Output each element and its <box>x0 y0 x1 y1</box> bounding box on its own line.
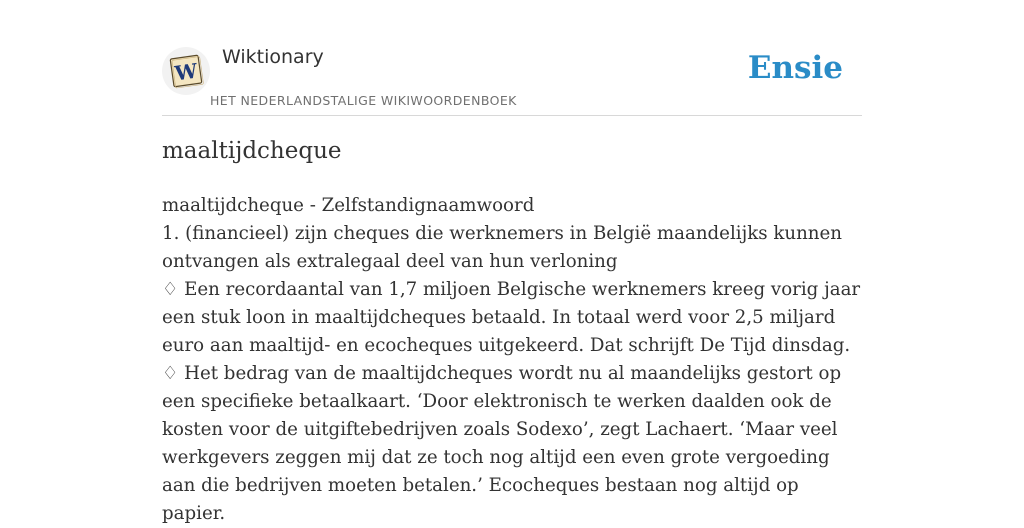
puzzle-tile-icon <box>166 51 206 91</box>
ensie-brand-logo[interactable]: Ensie <box>747 50 843 86</box>
site-name[interactable]: Wiktionary <box>222 46 324 68</box>
logo-letter: W <box>173 58 199 86</box>
wiktionary-logo-icon[interactable] <box>162 47 210 95</box>
page-container <box>162 0 862 524</box>
definition: 1. (financieel) zijn cheques die werknemers in België maandelijks kunnen ontvangen als extralegaal deel van hun verloning <box>162 223 842 272</box>
example-sentence: ♢ Het bedrag van de maaltijdcheques wordt nu al maandelijks gestort op een specifieke betaalkaart. ‘Door elektronisch te werken daalden ook de kosten voor de uitgiftebedrijven zoals Sodexo’, zegt Lachaert. ‘Maar veel werkgevers zeggen mij dat ze toch nog altijd een even grote vergoeding aan die bedrijven moeten betalen.’ Ecocheques bestaan nog altijd op papier. <box>162 363 842 524</box>
entry-heading: maaltijdcheque - Zelfstandignaamwoord <box>162 195 535 216</box>
site-header <box>162 0 862 116</box>
page-title: maaltijdcheque <box>162 138 342 164</box>
example-sentence: ♢ Een recordaantal van 1,7 miljoen Belgische werknemers kreeg vorig jaar een stuk loon in maaltijdcheques betaald. In totaal werd voor 2,5 miljard euro aan maaltijd- en ecocheques uitgekeerd. Dat schrijft De Tijd dinsdag. <box>162 279 861 356</box>
dictionary-entry <box>162 192 862 528</box>
site-tagline: HET NEDERLANDSTALIGE WIKIWOORDENBOEK <box>210 93 517 108</box>
